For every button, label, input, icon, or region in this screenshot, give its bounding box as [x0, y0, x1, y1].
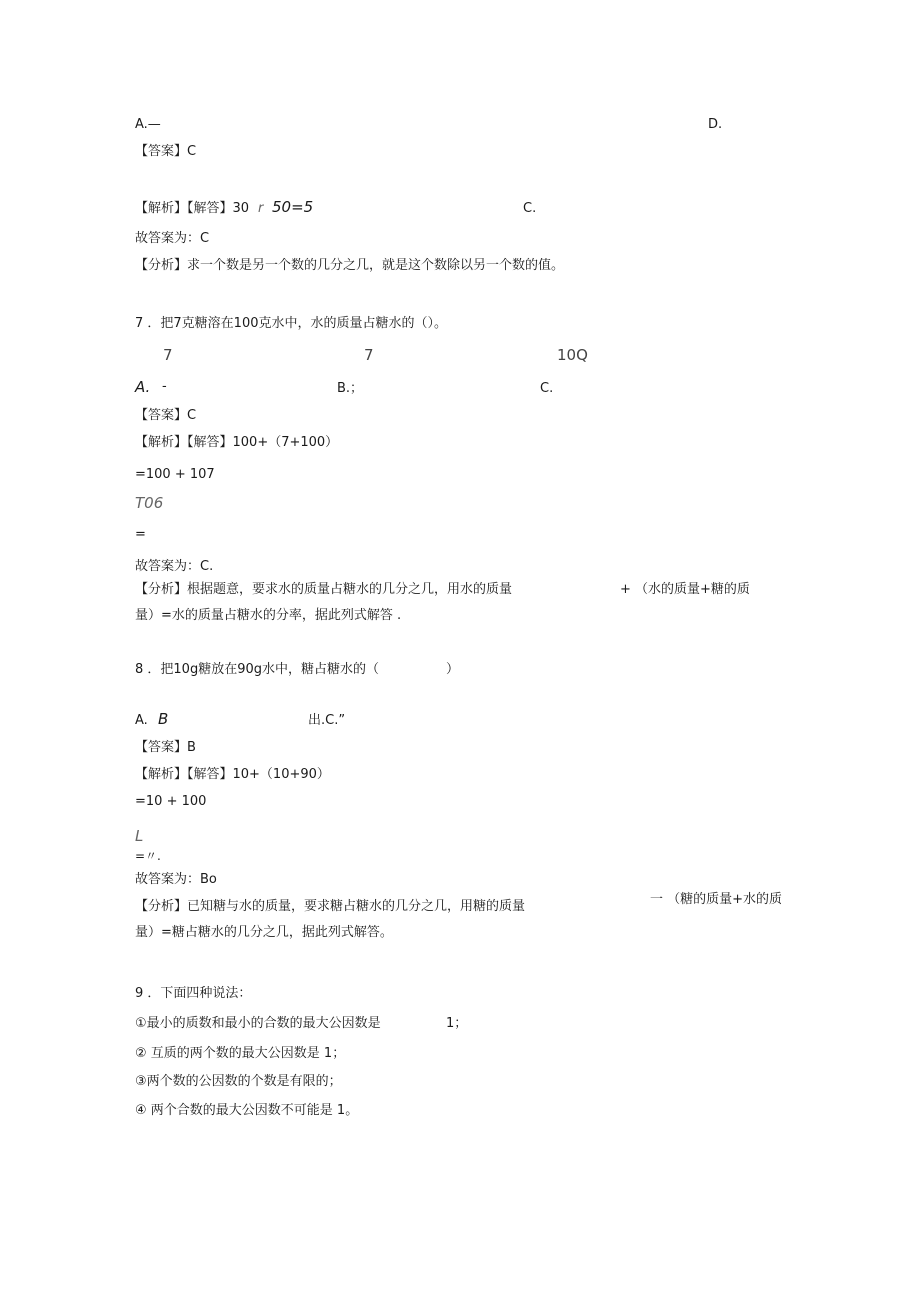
- result-line: 故答案为：Bo: [135, 872, 217, 887]
- fraction-numerator-b: 7: [364, 346, 374, 364]
- fraction-numerator-a: 7: [163, 346, 173, 364]
- fenxi-line-right: 一 （糖的质量+水的质: [650, 892, 783, 907]
- analysis-symbol: r: [258, 201, 264, 216]
- fenxi-line-2: 量）=水的质量占糖水的分率，据此列式解答 .: [135, 608, 402, 623]
- question-7: 7 ．把7克糖溶在100克水中，水的质量占糖水的（）。: [135, 316, 447, 331]
- option-a-letter: A.: [135, 378, 151, 396]
- statement-2: ② 互质的两个数的最大公因数是 1；: [135, 1046, 346, 1061]
- equation-line: =100 + 107: [135, 467, 215, 482]
- statement-3: ③两个数的公因数的个数是有限的；: [135, 1074, 342, 1089]
- equation-fraction: T06: [135, 494, 164, 512]
- option-d: D.: [708, 117, 723, 132]
- fenxi-line-2: 量）=糖占糖水的几分之几，据此列式解答。: [135, 925, 393, 940]
- equation-line: =10 + 100: [135, 794, 207, 809]
- equation-equals: =: [135, 527, 146, 542]
- option-a-dash: -: [162, 379, 167, 394]
- analysis-equation: 50=5: [272, 198, 314, 216]
- option-bc: 出.C.”: [308, 713, 346, 728]
- option-a-letter: A.: [135, 713, 148, 728]
- answer-line: 【答案】C: [135, 408, 197, 423]
- option-c: C.: [523, 201, 537, 216]
- answer-line: 【答案】B: [135, 740, 196, 755]
- analysis-line: 【解析】【解答】10+（10+90）: [135, 767, 330, 782]
- statement-1: ①最小的质数和最小的合数的最大公因数是: [135, 1016, 381, 1031]
- option-b: B.；: [337, 381, 364, 396]
- statement-1-value: 1；: [446, 1016, 468, 1031]
- fenxi-line: 【分析】根据题意，要求水的质量占糖水的几分之几，用水的质量: [135, 582, 513, 597]
- answer-line: 【答案】C: [135, 144, 197, 159]
- analysis-line: 【解析】【解答】30: [135, 201, 250, 216]
- option-c: C.: [540, 381, 554, 396]
- fraction-numerator-c: 10Q: [557, 346, 588, 364]
- result-line: 故答案为：C: [135, 231, 210, 246]
- option-a: A.—: [135, 117, 161, 132]
- equation-fraction: L: [135, 827, 144, 845]
- fenxi-line: 【分析】求一个数是另一个数的几分之几，就是这个数除以另一个数的值。: [135, 258, 565, 273]
- fenxi-line-right: + （水的质量+糖的质: [620, 582, 750, 597]
- analysis-line: 【解析】【解答】100+（7+100）: [135, 435, 339, 450]
- question-8: 8 ．把10g糖放在90g水中，糖占糖水的（: [135, 662, 379, 677]
- result-line: 故答案为：C.: [135, 559, 214, 574]
- question-8-close: ）: [446, 662, 460, 677]
- statement-4: ④ 两个合数的最大公因数不可能是 1。: [135, 1103, 359, 1118]
- equation-equals: =〃.: [135, 849, 161, 863]
- fenxi-line: 【分析】已知糖与水的质量，要求糖占糖水的几分之几，用糖的质量: [135, 899, 526, 914]
- option-a-value: B: [158, 710, 169, 728]
- question-9: 9 ．下面四种说法：: [135, 986, 252, 1001]
